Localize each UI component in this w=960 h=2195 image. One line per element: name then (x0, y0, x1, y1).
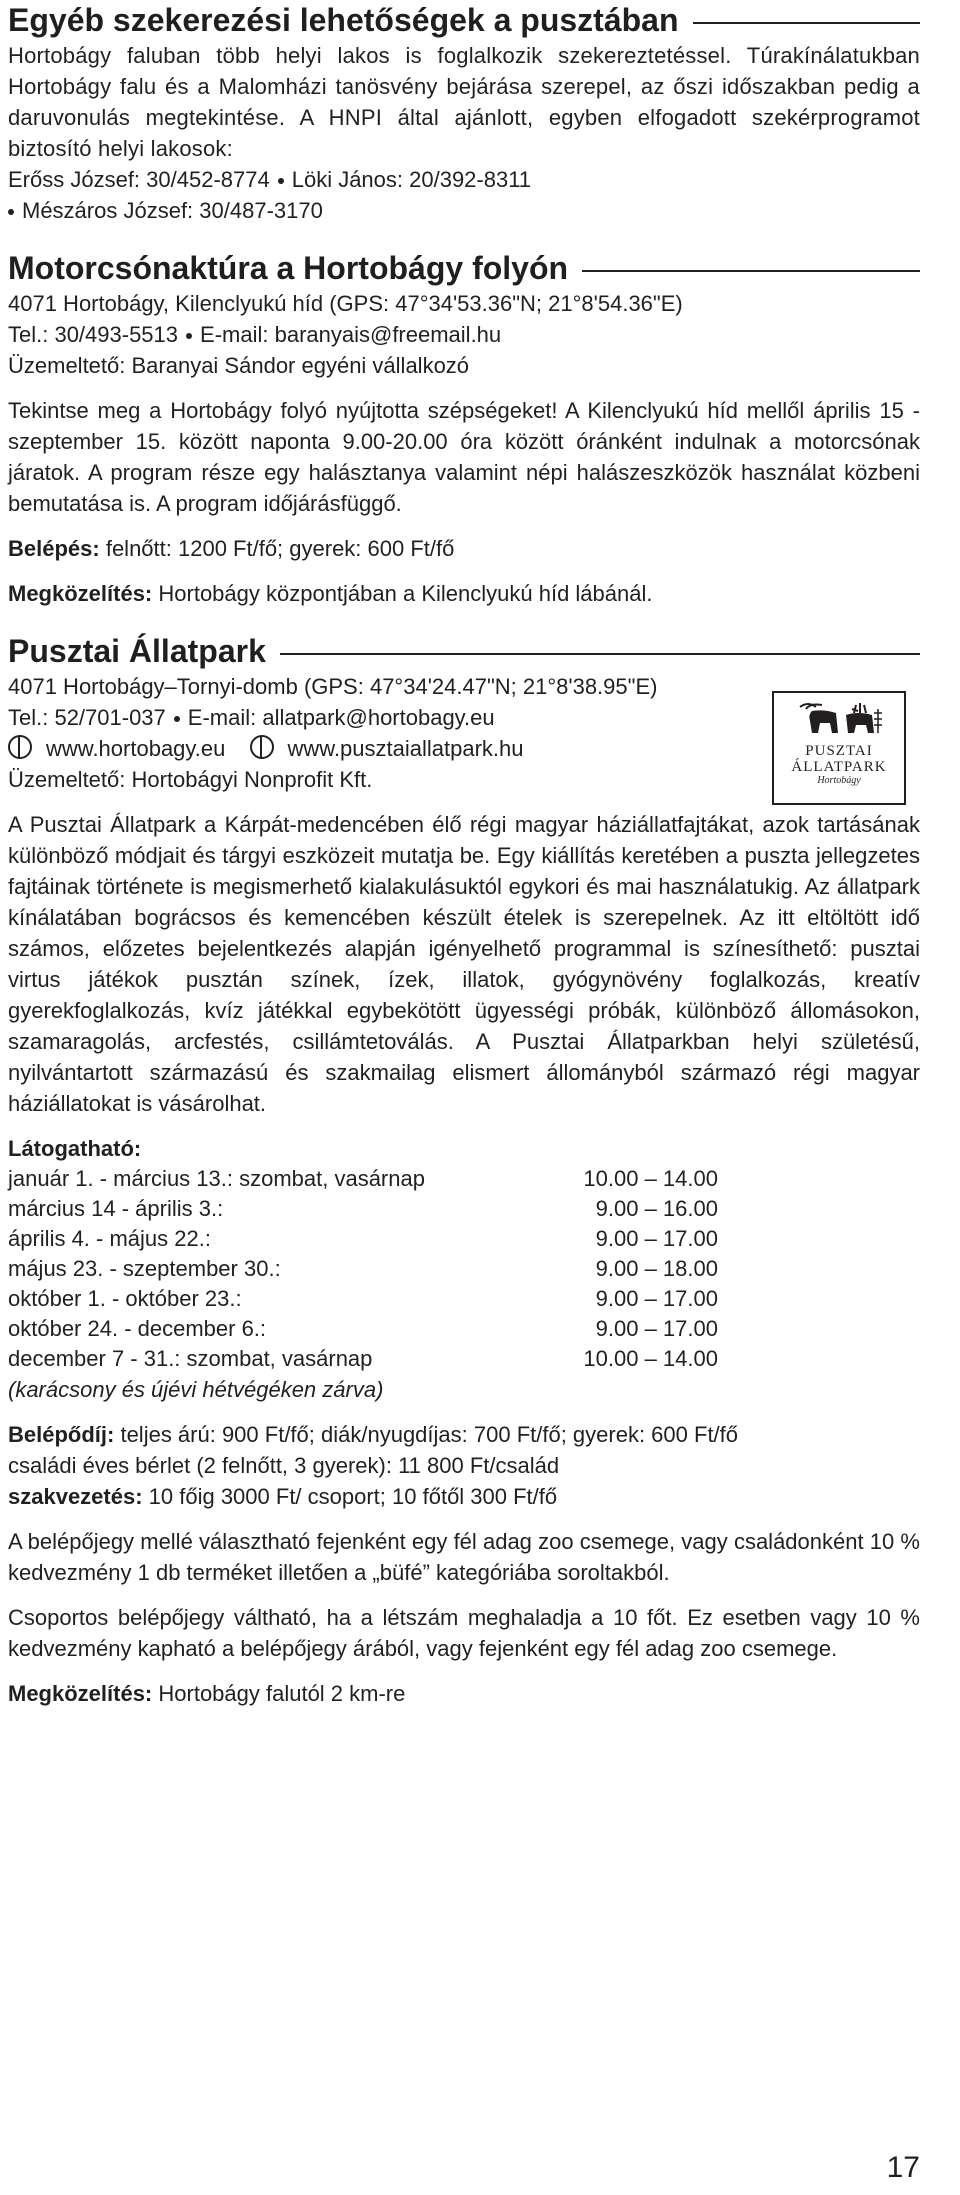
allatpark-info (8, 671, 920, 795)
schedule-hours: 9.00 – 17.00 (595, 1226, 718, 1251)
motorcsonak-approach (8, 578, 920, 609)
schedule-hours: 10.00 – 14.00 (583, 1346, 718, 1371)
motorcsonak-tel: Tel.: 30/493-5513 (8, 322, 179, 347)
cattle-icon (794, 699, 884, 743)
schedule-period: október 1. - október 23.: (8, 1286, 242, 1311)
website-link-2[interactable]: www.pusztaiallatpark.hu (287, 736, 524, 761)
motorcsonak-price (8, 533, 920, 564)
page-number: 17 (886, 2151, 920, 2184)
szekerezes-contacts (8, 164, 920, 226)
logo-text-line3: Hortobágy (817, 775, 861, 786)
group-ticket-paragraph: Csoportos belépőjegy váltható, ha a létszám meghaladja a 10 főt. Ez esetben vagy 10 % kedvezmény kapható a belépőjegy árából, vagy fejenként egy fél adag zoo csemege. (8, 1605, 920, 1661)
schedule-row (8, 1224, 920, 1254)
schedule-hours: 9.00 – 18.00 (595, 1256, 718, 1281)
contact-eross: Erőss József: 30/452-8774 (8, 167, 270, 192)
bullet-separator (174, 716, 180, 722)
pusztai-allatpark-logo (772, 691, 906, 805)
section-title-allatpark (8, 631, 920, 671)
schedule-row (8, 1194, 920, 1224)
allatpark-approach (8, 1678, 920, 1709)
guided-tour (8, 1481, 920, 1512)
title-rule (582, 270, 920, 272)
allatpark-tel: Tel.: 52/701-037 (8, 705, 166, 730)
admission-fee (8, 1419, 920, 1450)
schedule-row (8, 1164, 920, 1194)
guide-value: 10 főig 3000 Ft/ csoport; 10 főtől 300 Ft/fő (142, 1484, 558, 1509)
motorcsonak-contact (8, 319, 920, 350)
approach-value: Hortobágy falutól 2 km-re (152, 1681, 406, 1706)
bullet-separator (278, 178, 284, 184)
schedule-row (8, 1314, 920, 1344)
website-link-1[interactable]: www.hortobagy.eu (46, 736, 226, 761)
section-title-text: Motorcsónaktúra a Hortobágy folyón (8, 250, 569, 286)
bullet-separator (8, 209, 14, 215)
schedule-period: március 14 - április 3.: (8, 1196, 224, 1221)
logo-text-line1: PUSZTAI (805, 743, 873, 759)
schedule-row (8, 1284, 920, 1314)
schedule-period: május 23. - szeptember 30.: (8, 1256, 281, 1281)
allatpark-description: A Pusztai Állatpark a Kárpát-medencében élő régi magyar háziállatfajtákat, azok tartásának különböző módjait és tárgyi eszközeit mutatja be. Egy kiállítás keretében a puszta jellegzetes fajtáinak története is megismerhető kialakulásuktól egykori és mai használatukig. Az állatpark kínálatában bográcsos és kemencében készült ételek is szerepelnek. Az itt eltöltött idő számos, előzetes bejelentkezés alapján igényelhető programmal is színesíthető: pusztai virtus játékok pusztán színek, ízek, illatok, gyógynövény foglalkozás, kreatív gyerekfoglalkozás, kvíz játékkal egybekötött ügyességi próbák, különböző állomásokon, szamaragolás, arcfestés, csillámtetoválás. A Pusztai Állatparkban helyi születésű, nyilvántartott származású és szakmailag elismert állományból származó régi magyar háziállatokat is vásárolhat. (8, 812, 920, 1116)
motorcsonak-description: Tekintse meg a Hortobágy folyó nyújtotta szépségeket! A Kilenclyukú híd mellől április 15 - szeptember 15. között naponta 9.00-20.00 óra között óránként indulnak a motorcsónak járatok. A program része egy halásztanya valamint népi halászeszközök használat közbeni bemutatása is. A program időjárásfüggő. (8, 398, 920, 516)
schedule-period: április 4. - május 22.: (8, 1226, 211, 1251)
title-rule (280, 653, 920, 655)
logo-text-line2: ÁLLATPARK (791, 759, 887, 775)
allatpark-email: E-mail: allatpark@hortobagy.eu (187, 705, 495, 730)
section-title-szekerezes (8, 0, 920, 40)
approach-label: Megközelítés: (8, 581, 153, 606)
guide-label: szakvezetés: (8, 1484, 143, 1509)
price-label: Belépés: (8, 536, 100, 561)
bullet-separator (186, 333, 192, 339)
contact-meszaros: Mészáros József: 30/487-3170 (22, 198, 323, 223)
fee-label: Belépődíj: (8, 1422, 115, 1447)
opening-hours-table (8, 1164, 920, 1374)
document-page (8, 0, 920, 1709)
section-title-text: Egyéb szekerezési lehetőségek a pusztában (8, 2, 679, 38)
schedule-period: január 1. - március 13.: szombat, vasárnap (8, 1166, 425, 1191)
motorcsonak-address: 4071 Hortobágy, Kilenclyukú híd (GPS: 47°34'53.36"N; 21°8'54.36"E) (8, 291, 683, 316)
schedule-hours: 10.00 – 14.00 (583, 1166, 718, 1191)
schedule-row (8, 1344, 920, 1374)
approach-value: Hortobágy központjában a Kilenclyukú híd lábánál. (152, 581, 653, 606)
schedule-period: december 7 - 31.: szombat, vasárnap (8, 1346, 373, 1371)
schedule-hours: 9.00 – 17.00 (595, 1316, 718, 1341)
opening-hours-label: Látogatható: (8, 1136, 142, 1161)
motorcsonak-operator: Üzemeltető: Baranyai Sándor egyéni vállalkozó (8, 353, 470, 378)
szekerezes-paragraph: Hortobágy faluban több helyi lakos is foglalkozik szekereztetéssel. Túrakínálatukban Hortobágy falu és a Malomházi tanösvény bejárása szerepel, az őszi időszakban pedig a daruvonulás megtekintése. A HNPI által ajánlott, egyben elfogadott szekérprogramot biztosító helyi lakosok: (8, 43, 920, 161)
schedule-period: október 24. - december 6.: (8, 1316, 267, 1341)
schedule-row (8, 1254, 920, 1284)
fee-value: teljes árú: 900 Ft/fő; diák/nyugdíjas: 700 Ft/fő; gyerek: 600 Ft/fő (114, 1422, 739, 1447)
contact-loki: Löki János: 20/392-8311 (291, 167, 532, 192)
section-title-text: Pusztai Állatpark (8, 633, 266, 669)
price-value: felnőtt: 1200 Ft/fő; gyerek: 600 Ft/fő (99, 536, 455, 561)
family-pass: családi éves bérlet (2 felnőtt, 3 gyerek): 11 800 Ft/család (8, 1453, 560, 1478)
schedule-hours: 9.00 – 17.00 (595, 1286, 718, 1311)
motorcsonak-email: E-mail: baranyais@freemail.hu (200, 322, 502, 347)
allatpark-operator: Üzemeltető: Hortobágyi Nonprofit Kft. (8, 767, 373, 792)
zoo-snack-paragraph: A belépőjegy mellé választható fejenként egy fél adag zoo csemege, vagy családonként 10 % kedvezmény 1 db terméket illetően a „büfé” kategóriába soroltakból. (8, 1529, 920, 1585)
allatpark-address: 4071 Hortobágy–Tornyi-domb (GPS: 47°34'24.47"N; 21°8'38.95"E) (8, 674, 658, 699)
section-title-motorcsonak (8, 248, 920, 288)
title-rule (693, 22, 920, 24)
schedule-hours: 9.00 – 16.00 (595, 1196, 718, 1221)
approach-label: Megközelítés: (8, 1681, 153, 1706)
globe-icon (250, 735, 274, 759)
globe-icon (8, 735, 32, 759)
closed-note: (karácsony és újévi hétvégéken zárva) (8, 1377, 384, 1402)
